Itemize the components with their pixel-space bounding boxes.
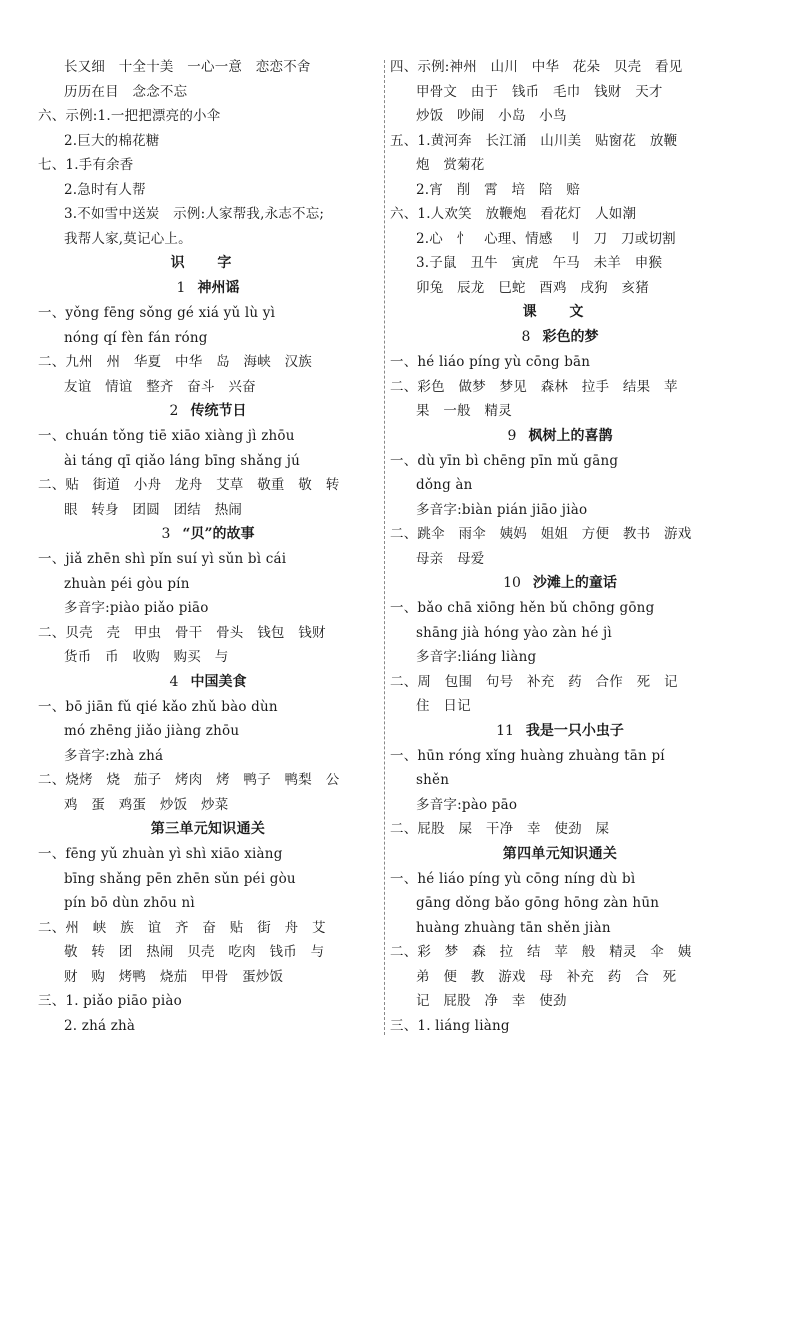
- lesson-heading: [38, 522, 378, 547]
- answer-line: 二、贴 街道 小舟 龙舟 艾草 敬重 敬 转: [38, 477, 340, 493]
- answer-line: 一、hé liáo píng yù cōng níng dù bì: [390, 870, 636, 887]
- answer-line: 炮 赏菊花: [416, 157, 485, 173]
- answer-line: 二、跳伞 雨伞 姨妈 姐姐 方便 教书 游戏: [390, 526, 692, 542]
- answer-line: 七、1.手有余香: [38, 157, 134, 173]
- column-divider: [384, 60, 385, 1035]
- answer-line: 鸡 蛋 鸡蛋 炒饭 炒菜: [64, 796, 229, 813]
- answer-line: 一、jiǎ zhēn shì pǐn suí yì sǔn bì cái: [38, 551, 287, 567]
- answer-line: ài táng qī qiǎo láng bīng shǎng jú: [64, 452, 300, 469]
- answer-line: 三、1. piǎo piāo piào: [38, 993, 182, 1009]
- answer-line: 一、bǎo chā xiōng hěn bǔ chōng gōng: [390, 600, 655, 616]
- lesson-title: 枫树上的喜鹊: [528, 427, 613, 444]
- answer-line: 六、示例:1.一把把漂亮的小伞: [38, 108, 221, 124]
- lesson-title: 沙滩上的童话: [532, 575, 617, 591]
- lesson-number: 4: [169, 673, 179, 690]
- answer-line: 一、hūn róng xǐng huàng zhuàng tān pí: [390, 747, 665, 764]
- answer-line: mó zhēng jiǎo jiàng zhōu: [64, 723, 240, 739]
- lesson-number: 3: [161, 526, 171, 542]
- answer-line: 历历在目 念念不忘: [64, 83, 188, 100]
- answer-line: 友谊 情谊 整齐 奋斗 兴奋: [64, 378, 256, 395]
- lesson-title: 我是一只小虫子: [525, 722, 624, 739]
- lesson-number: 10: [503, 575, 521, 591]
- answer-line: shāng jià hóng yào zàn hé jì: [416, 624, 612, 641]
- answer-line: 财 购 烤鸭 烧茄 甲骨 蛋炒饭: [64, 968, 284, 985]
- lesson-number: 8: [521, 329, 531, 345]
- answer-line: 一、hé liáo píng yù cōng bān: [390, 354, 591, 370]
- lesson-title: 第四单元知识通关: [502, 845, 618, 862]
- answer-line: 一、bō jiān fǔ qié kǎo zhǔ bào dùn: [38, 698, 278, 715]
- answer-line: zhuàn péi gòu pín: [64, 575, 190, 592]
- answer-line: 多音字:piào piǎo piāo: [64, 600, 209, 616]
- lesson-number: 9: [507, 427, 517, 444]
- answer-line: 多音字:zhà zhá: [64, 747, 164, 764]
- lesson-title: 传统节日: [190, 403, 247, 419]
- answer-line: 二、屁股 屎 干净 幸 使劲 屎: [390, 821, 610, 837]
- answer-line: 二、九州 州 华夏 中华 岛 海峡 汉族: [38, 354, 312, 370]
- answer-line: shěn: [416, 772, 450, 788]
- answer-line: 一、yǒng fēng sǒng gé xiá yǔ lù yì: [38, 305, 276, 321]
- answer-line: gāng dǒng bǎo gōng hōng zàn hūn: [416, 895, 660, 911]
- section-heading: 识 字: [170, 255, 246, 271]
- answer-line: 多音字:liáng liàng: [416, 649, 537, 665]
- answer-line: 2.宵 削 霄 培 陪 赔: [416, 181, 580, 198]
- answer-line: 2.心 忄 心理、情感 刂 刀 刀或切割: [416, 230, 676, 247]
- answer-line: huàng zhuàng tān shěn jiàn: [416, 919, 611, 936]
- answer-line: 四、示例:神州 山川 中华 花朵 贝壳 看见: [390, 59, 683, 75]
- answer-line: 住 日记: [416, 698, 471, 714]
- answer-line: 我帮人家,莫记心上。: [64, 230, 192, 247]
- answer-line: 3.不如雪中送炭 示例:人家帮我,永志不忘;: [64, 206, 325, 222]
- left-column: [38, 55, 378, 1038]
- answer-line: 长又细 十全十美 一心一意 恋恋不舍: [64, 59, 311, 75]
- answer-line: 炒饭 吵闹 小岛 小鸟: [416, 108, 567, 124]
- lesson-heading: [390, 719, 730, 744]
- lesson-title: 第三单元知识通关: [150, 821, 266, 837]
- answer-line: 果 一般 精灵: [416, 403, 512, 419]
- section-heading: 课 文: [522, 304, 598, 320]
- answer-line: 母亲 母爱: [416, 550, 485, 567]
- answer-line: nóng qí fèn fán róng: [64, 329, 208, 346]
- unit-heading: [38, 817, 378, 842]
- answer-line: 五、1.黄河奔 长江涌 山川美 贴窗花 放鞭: [390, 132, 678, 149]
- answer-line: 多音字:pào pāo: [416, 796, 518, 813]
- answer-line: 三、1. liáng liàng: [390, 1017, 510, 1034]
- answer-line: 卯兔 辰龙 巳蛇 酉鸡 戌狗 亥猪: [416, 279, 649, 296]
- lesson-number: 1: [176, 280, 186, 296]
- lesson-title: “贝”的故事: [182, 526, 255, 542]
- answer-line: 2.急时有人帮: [64, 181, 146, 198]
- lesson-title: 神州谣: [197, 280, 240, 296]
- answer-line: 二、彩 梦 森 拉 结 苹 般 精灵 伞 姨: [390, 944, 692, 960]
- answer-line: bīng shǎng pēn zhēn sǔn péi gòu: [64, 870, 296, 887]
- answer-line: 二、周 包围 句号 补充 药 合作 死 记: [390, 673, 678, 690]
- answer-line: 3.子鼠 丑牛 寅虎 午马 未羊 申猴: [416, 255, 663, 271]
- answer-line: 2.巨大的棉花糖: [64, 132, 160, 149]
- right-column: [390, 55, 730, 1038]
- answer-line: 一、chuán tǒng tiē xiāo xiàng jì zhōu: [38, 428, 295, 444]
- answer-line: 二、州 峡 族 谊 齐 奋 贴 街 舟 艾: [38, 919, 326, 936]
- answer-line: dǒng àn: [416, 477, 473, 493]
- answer-line: pín bō dùn zhōu nì: [64, 895, 195, 911]
- answer-line: 一、dù yīn bì chēng pīn mǔ gāng: [390, 452, 619, 469]
- answer-line: 二、彩色 做梦 梦见 森林 拉手 结果 苹: [390, 378, 678, 395]
- answer-line: 眼 转身 团圆 团结 热闹: [64, 501, 243, 518]
- lesson-heading: [390, 424, 730, 449]
- lesson-number: 11: [496, 722, 514, 739]
- answer-line: 货币 币 收购 购买 与: [64, 649, 229, 665]
- answer-line: 二、贝壳 壳 甲虫 骨干 骨头 钱包 钱财: [38, 624, 326, 641]
- answer-line: 二、烧烤 烧 茄子 烤肉 烤 鸭子 鸭梨 公: [38, 772, 340, 788]
- answer-line: 多音字:biàn pián jiāo jiào: [416, 501, 588, 518]
- answer-line: 一、fēng yǔ zhuàn yì shì xiāo xiàng: [38, 846, 283, 862]
- lesson-heading: [38, 399, 378, 424]
- answer-line: 弟 便 教 游戏 母 补充 药 合 死: [416, 968, 677, 985]
- answer-line: 六、1.人欢笑 放鞭炮 看花灯 人如潮: [390, 206, 637, 222]
- lesson-number: 2: [169, 403, 179, 419]
- answer-line: 2. zhá zhà: [64, 1017, 136, 1034]
- answer-line: 甲骨文 由于 钱币 毛巾 钱财 天才: [416, 83, 663, 100]
- lesson-heading: [38, 670, 378, 695]
- lesson-heading: [390, 571, 730, 596]
- answer-line: 记 屁股 净 幸 使劲: [416, 993, 567, 1009]
- lesson-title: 中国美食: [190, 673, 247, 690]
- answer-line: 敬 转 团 热闹 贝壳 吃肉 钱币 与: [64, 944, 325, 960]
- lesson-title: 彩色的梦: [542, 329, 599, 345]
- unit-heading: [390, 842, 730, 867]
- lesson-heading: [38, 276, 378, 301]
- lesson-heading: [390, 325, 730, 350]
